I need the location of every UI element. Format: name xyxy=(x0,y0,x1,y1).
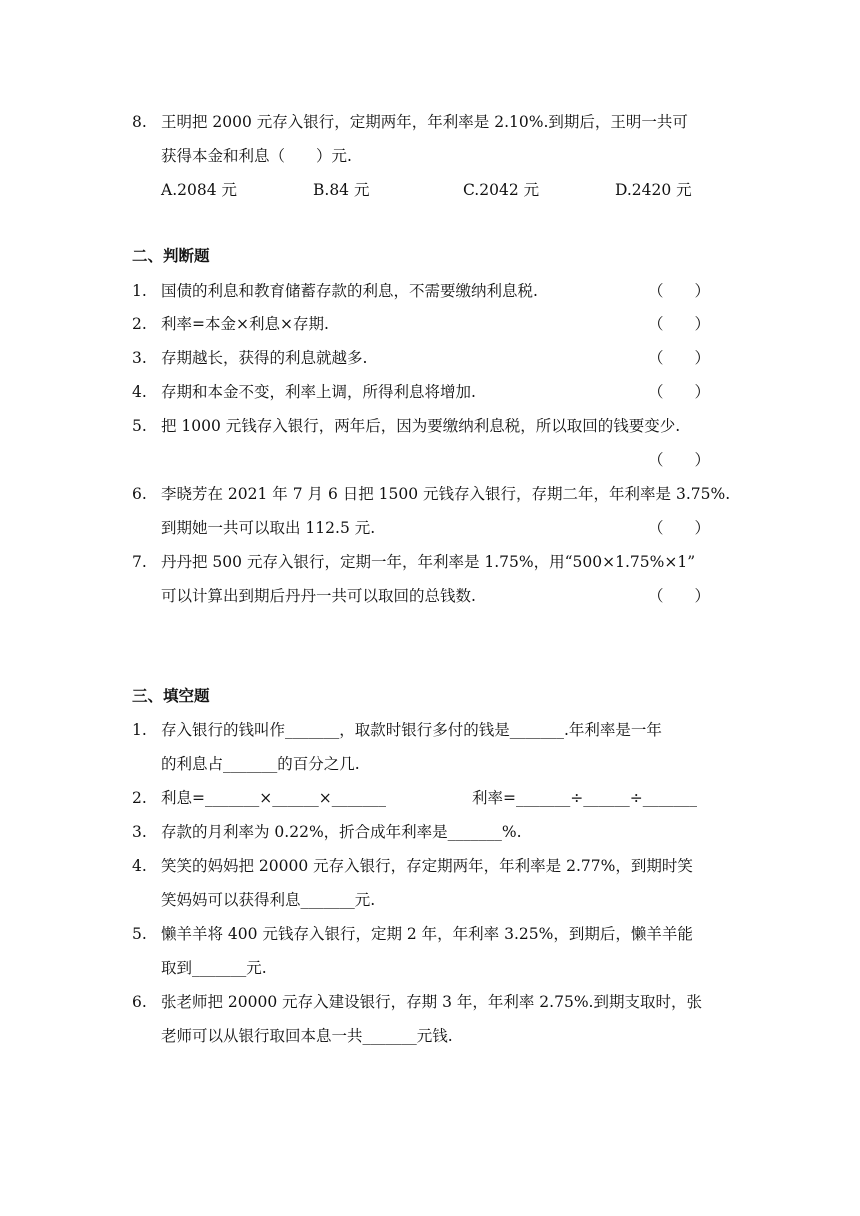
question-text: 的利息占_______的百分之几. xyxy=(161,755,360,773)
question-text: 存入银行的钱叫作_______，取款时银行多付的钱是_______.年利率是一年 xyxy=(161,721,662,739)
question-number: 3. xyxy=(132,823,147,841)
question-text: 笑笑的妈妈把 20000 元存入银行，存定期两年，年利率是 2.77%，到期时笑 xyxy=(161,857,693,875)
question-text: 取到_______元. xyxy=(161,959,267,977)
question-number: 6. xyxy=(132,485,147,503)
question-number: 4. xyxy=(132,857,147,875)
question-text: 获得本金和利息（ ）元. xyxy=(161,147,352,165)
question-text: 懒羊羊将 400 元钱存入银行，定期 2 年，年利率 3.25%，到期后，懒羊羊能 xyxy=(161,925,693,943)
question-text: 可以计算出到期后丹丹一共可以取回的总钱数. xyxy=(161,587,476,605)
question-text: 李晓芳在 2021 年 7 月 6 日把 1500 元钱存入银行，存期二年，年利率是 3.75%. xyxy=(161,485,731,503)
section-heading: 二、判断题 xyxy=(132,247,210,265)
question-text: 存期越长，获得的利息就越多. xyxy=(161,349,368,367)
rate-formula: 利率=_______÷______÷_______ xyxy=(472,789,697,807)
question-number: 1. xyxy=(132,721,147,739)
question-number: 2. xyxy=(132,315,147,333)
question-number: 1. xyxy=(132,282,147,300)
question-text: 把 1000 元钱存入银行，两年后，因为要缴纳利息税，所以取回的钱要变少. xyxy=(161,417,681,435)
answer-bracket[interactable]: （ ） xyxy=(648,587,711,605)
question-number: 7. xyxy=(132,553,147,571)
question-number: 6. xyxy=(132,993,147,1011)
question-text: 到期她一共可以取出 112.5 元. xyxy=(161,519,376,537)
question-text: 老师可以从银行取回本息一共_______元钱. xyxy=(161,1027,453,1045)
question-number: 5. xyxy=(132,417,147,435)
question-text: 存期和本金不变，利率上调，所得利息将增加. xyxy=(161,383,476,401)
question-text: 利率=本金×利息×存期. xyxy=(161,315,329,333)
answer-bracket[interactable]: （ ） xyxy=(648,383,711,401)
answer-bracket[interactable]: （ ） xyxy=(648,282,711,300)
answer-bracket[interactable]: （ ） xyxy=(648,519,711,537)
question-text: 丹丹把 500 元存入银行，定期一年，年利率是 1.75%，用“500×1.75%×1” xyxy=(161,553,696,571)
question-text: 国债的利息和教育储蓄存款的利息，不需要缴纳利息税. xyxy=(161,282,538,300)
question-number: 5. xyxy=(132,925,147,943)
question-number: 3. xyxy=(132,349,147,367)
answer-bracket[interactable]: （ ） xyxy=(648,451,711,469)
section-heading: 三、填空题 xyxy=(132,687,210,705)
interest-formula: 利息=_______×______×_______ xyxy=(161,789,386,807)
question-text: 张老师把 20000 元存入建设银行，存期 3 年，年利率 2.75%.到期支取时，张 xyxy=(161,993,702,1011)
option-a: A.2084 元 xyxy=(161,181,237,199)
question-text: 王明把 2000 元存入银行，定期两年，年利率是 2.10%.到期后，王明一共可 xyxy=(161,113,688,131)
question-number: 2. xyxy=(132,789,147,807)
option-b: B.84 元 xyxy=(313,181,370,199)
question-text: 笑妈妈可以获得利息_______元. xyxy=(161,891,376,909)
answer-bracket[interactable]: （ ） xyxy=(648,349,711,367)
option-c: C.2042 元 xyxy=(463,181,540,199)
answer-bracket[interactable]: （ ） xyxy=(648,315,711,333)
option-d: D.2420 元 xyxy=(615,181,692,199)
question-number: 4. xyxy=(132,383,147,401)
question-text: 存款的月利率为 0.22%，折合成年利率是_______%. xyxy=(161,823,522,841)
question-number: 8. xyxy=(132,113,147,131)
